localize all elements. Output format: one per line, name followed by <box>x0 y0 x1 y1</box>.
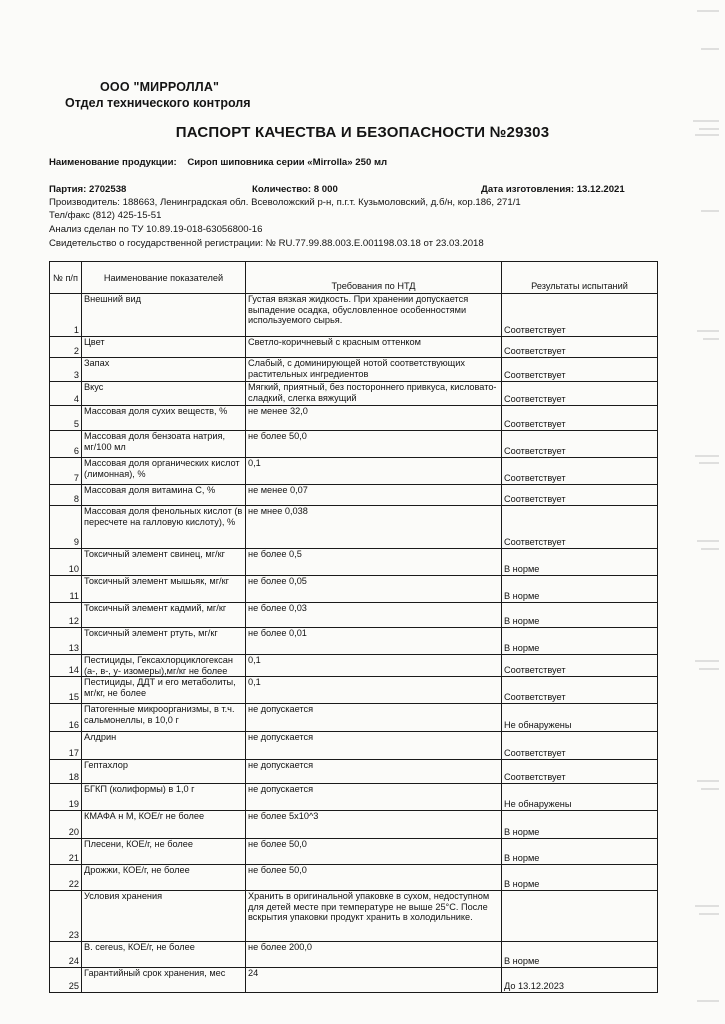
table-row <box>50 732 658 760</box>
table-row <box>50 891 658 942</box>
row-number: 24 <box>50 942 82 968</box>
row-number: 22 <box>50 865 82 891</box>
row-parameter: Плесени, КОЕ/г, не более <box>82 839 246 865</box>
row-result: Соответствует <box>502 358 658 382</box>
row-result: Соответствует <box>502 677 658 704</box>
row-requirement: 0,1 <box>246 677 502 704</box>
row-number: 25 <box>50 968 82 993</box>
row-number: 7 <box>50 458 82 485</box>
row-parameter: БГКП (колиформы) в 1,0 г <box>82 784 246 811</box>
row-result: Соответствует <box>502 382 658 406</box>
row-result: В норме <box>502 942 658 968</box>
department-name: Отдел технического контроля <box>65 96 251 110</box>
row-result: Соответствует <box>502 458 658 485</box>
table-row <box>50 968 658 993</box>
table-row <box>50 704 658 732</box>
table-row <box>50 811 658 839</box>
analysis-line: Анализ сделан по ТУ 10.89.19-018-63056800-16 <box>49 224 263 235</box>
row-requirement: не более 50,0 <box>246 431 502 458</box>
row-number: 3 <box>50 358 82 382</box>
table-row <box>50 382 658 406</box>
row-requirement: 24 <box>246 968 502 993</box>
row-result: Не обнаружены <box>502 784 658 811</box>
scan-edge-artifact <box>680 0 725 1024</box>
table-row <box>50 549 658 576</box>
phone-line: Тел/факс (812) 425-15-51 <box>49 210 162 221</box>
row-number: 8 <box>50 485 82 506</box>
row-result: В норме <box>502 839 658 865</box>
row-result: Соответствует <box>502 294 658 337</box>
manufacturer-value: 188663, Ленинградская обл. Всеволожский р-н, п.г.т. Кузьмоловский, д.б/н, кор.186, 271/1 <box>122 197 521 208</box>
table-header-row <box>50 262 658 294</box>
table-row <box>50 337 658 358</box>
row-result: Соответствует <box>502 506 658 549</box>
row-result: В норме <box>502 576 658 603</box>
product-value: Сироп шиповника серии «Mirrolla» 250 мл <box>187 157 388 168</box>
row-parameter: Алдрин <box>82 732 246 760</box>
row-parameter: Массовая доля бензоата натрия, мг/100 мл <box>82 431 246 458</box>
row-number: 9 <box>50 506 82 549</box>
row-result: Соответствует <box>502 760 658 784</box>
row-result: В норме <box>502 628 658 655</box>
row-result: Соответствует <box>502 732 658 760</box>
row-parameter: КМАФА н М, КОЕ/г не более <box>82 811 246 839</box>
quantity-value: 8 000 <box>313 184 338 195</box>
row-parameter: Пестициды, ДДТ и его метаболиты, мг/кг, не более <box>82 677 246 704</box>
row-result: Не обнаружены <box>502 704 658 732</box>
table-row <box>50 431 658 458</box>
row-number: 13 <box>50 628 82 655</box>
row-requirement: не менее 0,07 <box>246 485 502 506</box>
row-number: 18 <box>50 760 82 784</box>
table-row <box>50 839 658 865</box>
row-requirement: не более 0,05 <box>246 576 502 603</box>
header-results: Результаты испытаний <box>502 262 658 294</box>
row-result: Соответствует <box>502 337 658 358</box>
row-parameter: Гептахлор <box>82 760 246 784</box>
table-row <box>50 458 658 485</box>
row-requirement: Хранить в оригинальной упаковке в сухом, недоступном для детей месте при температуре не выше 25°С. После вскрытия упаковки продукт хранить в холодильнике. <box>246 891 502 942</box>
row-parameter: Массовая доля фенольных кислот (в пересчете на галловую кислоту), % <box>82 506 246 549</box>
header-num: № п/п <box>50 262 82 294</box>
row-requirement: не более 5х10^3 <box>246 811 502 839</box>
row-parameter: Массовая доля органических кислот (лимонная), % <box>82 458 246 485</box>
row-number: 6 <box>50 431 82 458</box>
row-requirement: Светло-коричневый с красным оттенком <box>246 337 502 358</box>
table-row <box>50 358 658 382</box>
row-parameter: Дрожжи, КОЕ/г, не более <box>82 865 246 891</box>
table-row <box>50 865 658 891</box>
date-line <box>481 184 625 195</box>
table-row <box>50 603 658 628</box>
row-number: 16 <box>50 704 82 732</box>
row-requirement: 0,1 <box>246 458 502 485</box>
row-requirement: не более 0,03 <box>246 603 502 628</box>
header-name: Наименование показателей <box>82 262 246 294</box>
row-result: Соответствует <box>502 485 658 506</box>
row-parameter: Токсичный элемент ртуть, мг/кг <box>82 628 246 655</box>
row-parameter: Цвет <box>82 337 246 358</box>
row-requirement: не допускается <box>246 732 502 760</box>
row-result: В норме <box>502 865 658 891</box>
row-number: 19 <box>50 784 82 811</box>
table-row <box>50 677 658 704</box>
row-number: 10 <box>50 549 82 576</box>
quality-table <box>49 261 658 993</box>
row-number: 5 <box>50 406 82 431</box>
row-parameter: Вкус <box>82 382 246 406</box>
row-parameter: Токсичный элемент кадмий, мг/кг <box>82 603 246 628</box>
row-result: Соответствует <box>502 406 658 431</box>
row-number: 17 <box>50 732 82 760</box>
row-parameter: Токсичный элемент мышьяк, мг/кг <box>82 576 246 603</box>
row-result: В норме <box>502 549 658 576</box>
table-row <box>50 655 658 677</box>
table-row <box>50 942 658 968</box>
table-row <box>50 628 658 655</box>
row-parameter: Массовая доля сухих веществ, % <box>82 406 246 431</box>
row-parameter: Массовая доля витамина С, % <box>82 485 246 506</box>
batch-value: 2702538 <box>89 184 127 195</box>
row-requirement: не допускается <box>246 760 502 784</box>
row-parameter: Патогенные микроорганизмы, в т.ч. сальмонеллы, в 10,0 г <box>82 704 246 732</box>
row-number: 11 <box>50 576 82 603</box>
row-requirement: не допускается <box>246 704 502 732</box>
table-row <box>50 406 658 431</box>
row-number: 15 <box>50 677 82 704</box>
table-body <box>50 294 658 993</box>
row-number: 14 <box>50 655 82 677</box>
row-parameter: Условия хранения <box>82 891 246 942</box>
row-requirement: 0,1 <box>246 655 502 677</box>
row-number: 1 <box>50 294 82 337</box>
row-requirement: Густая вязкая жидкость. При хранении допускается выпадение осадка, обусловленное особенностями используемого сырья. <box>246 294 502 337</box>
row-parameter: Внешний вид <box>82 294 246 337</box>
row-result: Соответствует <box>502 431 658 458</box>
quantity-line <box>252 184 338 195</box>
product-label: Наименование продукции: <box>49 157 177 168</box>
table-row <box>50 760 658 784</box>
row-requirement: не мнее 0,038 <box>246 506 502 549</box>
row-requirement: не более 50,0 <box>246 839 502 865</box>
row-requirement: не более 200,0 <box>246 942 502 968</box>
row-result <box>502 891 658 942</box>
batch-label: Партия: <box>49 184 87 195</box>
row-parameter: Пестициды, Гексахлорциклогексан (а-, в-, у- изомеры),мг/кг не более <box>82 655 246 677</box>
row-parameter: Токсичный элемент свинец, мг/кг <box>82 549 246 576</box>
row-result: В норме <box>502 811 658 839</box>
row-parameter: В. cereus, КОЕ/г, не более <box>82 942 246 968</box>
row-number: 2 <box>50 337 82 358</box>
row-number: 4 <box>50 382 82 406</box>
batch-line <box>49 184 126 195</box>
product-line <box>49 157 387 168</box>
row-number: 23 <box>50 891 82 942</box>
row-requirement: не допускается <box>246 784 502 811</box>
table-row <box>50 576 658 603</box>
row-requirement: Слабый, с доминирующей нотой соответствующих растительных ингредиентов <box>246 358 502 382</box>
row-requirement: не более 50,0 <box>246 865 502 891</box>
document-title: ПАСПОРТ КАЧЕСТВА И БЕЗОПАСНОСТИ №29303 <box>175 124 550 141</box>
manufacturer-line <box>49 197 521 208</box>
row-requirement: не более 0,5 <box>246 549 502 576</box>
table-row <box>50 784 658 811</box>
date-value: 13.12.2021 <box>576 184 625 195</box>
row-parameter: Гарантийный срок хранения, мес <box>82 968 246 993</box>
table-row <box>50 506 658 549</box>
row-result: Соответствует <box>502 655 658 677</box>
quantity-label: Количество: <box>252 184 312 195</box>
row-parameter: Запах <box>82 358 246 382</box>
org-name: ООО "МИРРОЛЛА" <box>100 80 220 94</box>
certificate-line: Свидетельство о государственной регистрации: № RU.77.99.88.003.Е.001198.03.18 от 23.03.2018 <box>49 238 484 249</box>
row-number: 21 <box>50 839 82 865</box>
manufacturer-label: Производитель: <box>49 197 120 208</box>
row-requirement: не более 0,01 <box>246 628 502 655</box>
header-requirements: Требования по НТД <box>246 262 502 294</box>
row-requirement: не менее 32,0 <box>246 406 502 431</box>
row-result: До 13.12.2023 <box>502 968 658 993</box>
row-number: 20 <box>50 811 82 839</box>
row-result: В норме <box>502 603 658 628</box>
row-requirement: Мягкий, приятный, без постороннего привкуса, кисловато-сладкий, слегка вяжущий <box>246 382 502 406</box>
row-number: 12 <box>50 603 82 628</box>
date-label: Дата изготовления: <box>481 184 575 195</box>
table-row <box>50 294 658 337</box>
table-row <box>50 485 658 506</box>
